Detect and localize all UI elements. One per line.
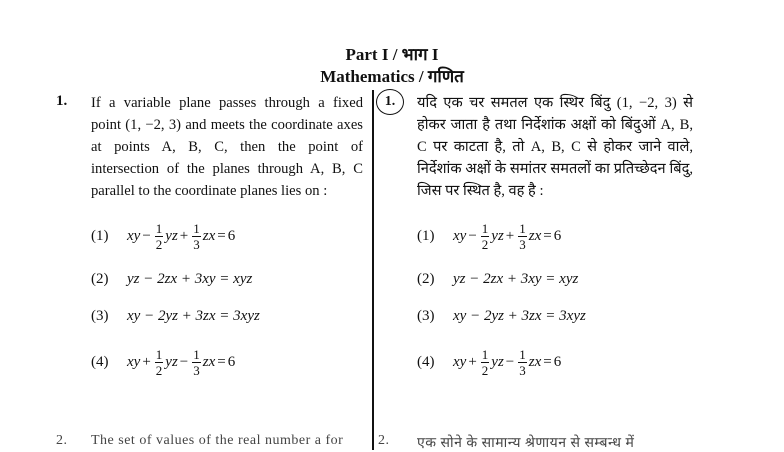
option-label: (2) bbox=[417, 271, 435, 287]
option-expression: xy + $\frac{1}{2}$ yz − $\frac{1}{3}$ zx = 6 bbox=[453, 347, 562, 378]
part-heading: Part I / भाग I bbox=[345, 45, 439, 64]
option-expression: xy + $\frac{1}{2}$ yz − $\frac{1}{3}$ zx = 6 bbox=[127, 347, 236, 378]
question-stem-hindi: यदि एक चर समतल एक स्थिर बिंदु (1, −2, 3) से होकर जाता है तथा निर्देशांक अक्षों को बिंदुओं A, B, C पर काटता है, तो A, B, C से होकर जाने वाले, निर्देशांक अक्षों के समांतर समतलों का प्रतिच्छेदन बिंदु, जिस पर स्थित है, वह है : bbox=[417, 95, 693, 199]
next-question-number-hindi: 2. bbox=[378, 433, 390, 448]
option-4-english[interactable] bbox=[91, 348, 235, 377]
option-label: (4) bbox=[91, 354, 109, 370]
option-2-hindi[interactable] bbox=[417, 271, 578, 288]
question-number: 1. bbox=[56, 93, 68, 109]
option-label: (1) bbox=[417, 228, 435, 244]
option-2-english[interactable] bbox=[91, 271, 252, 288]
option-label: (2) bbox=[91, 271, 109, 287]
option-3-hindi[interactable] bbox=[417, 308, 586, 325]
option-expression: yz − 2zx + 3xy = xyz bbox=[453, 271, 579, 287]
option-1-english[interactable] bbox=[91, 222, 235, 251]
option-expression: xy − 2yz + 3zx = 3xyz bbox=[453, 308, 586, 324]
next-question-text-hindi: एक सोने के सामान्य श्रेणायन से सम्बन्ध में bbox=[417, 436, 635, 451]
question-stem-english: If a variable plane passes through a fixed point (1, −2, 3) and meets the coordinate axes at points A, B, C, then the point of intersection of the planes through A, B, C parallel to the coordinate planes lies on : bbox=[91, 95, 363, 199]
option-3-english[interactable] bbox=[91, 308, 260, 325]
next-question-text-english: The set of values of the real number a for bbox=[91, 433, 344, 448]
option-label: (3) bbox=[91, 308, 109, 324]
option-1-hindi[interactable] bbox=[417, 222, 561, 251]
option-expression: xy − $\frac{1}{2}$ yz + $\frac{1}{3}$ zx = 6 bbox=[127, 221, 236, 252]
option-label: (4) bbox=[417, 354, 435, 370]
option-4-hindi[interactable] bbox=[417, 348, 561, 377]
option-label: (3) bbox=[417, 308, 435, 324]
question-number-circled: 1. bbox=[376, 89, 404, 115]
option-expression: xy − $\frac{1}{2}$ yz + $\frac{1}{3}$ zx = 6 bbox=[453, 221, 562, 252]
next-question-number: 2. bbox=[56, 433, 68, 448]
subject-heading: Mathematics / गणित bbox=[320, 67, 464, 86]
option-expression: yz − 2zx + 3xy = xyz bbox=[127, 271, 253, 287]
column-divider bbox=[372, 90, 374, 450]
option-expression: xy − 2yz + 3zx = 3xyz bbox=[127, 308, 260, 324]
option-label: (1) bbox=[91, 228, 109, 244]
